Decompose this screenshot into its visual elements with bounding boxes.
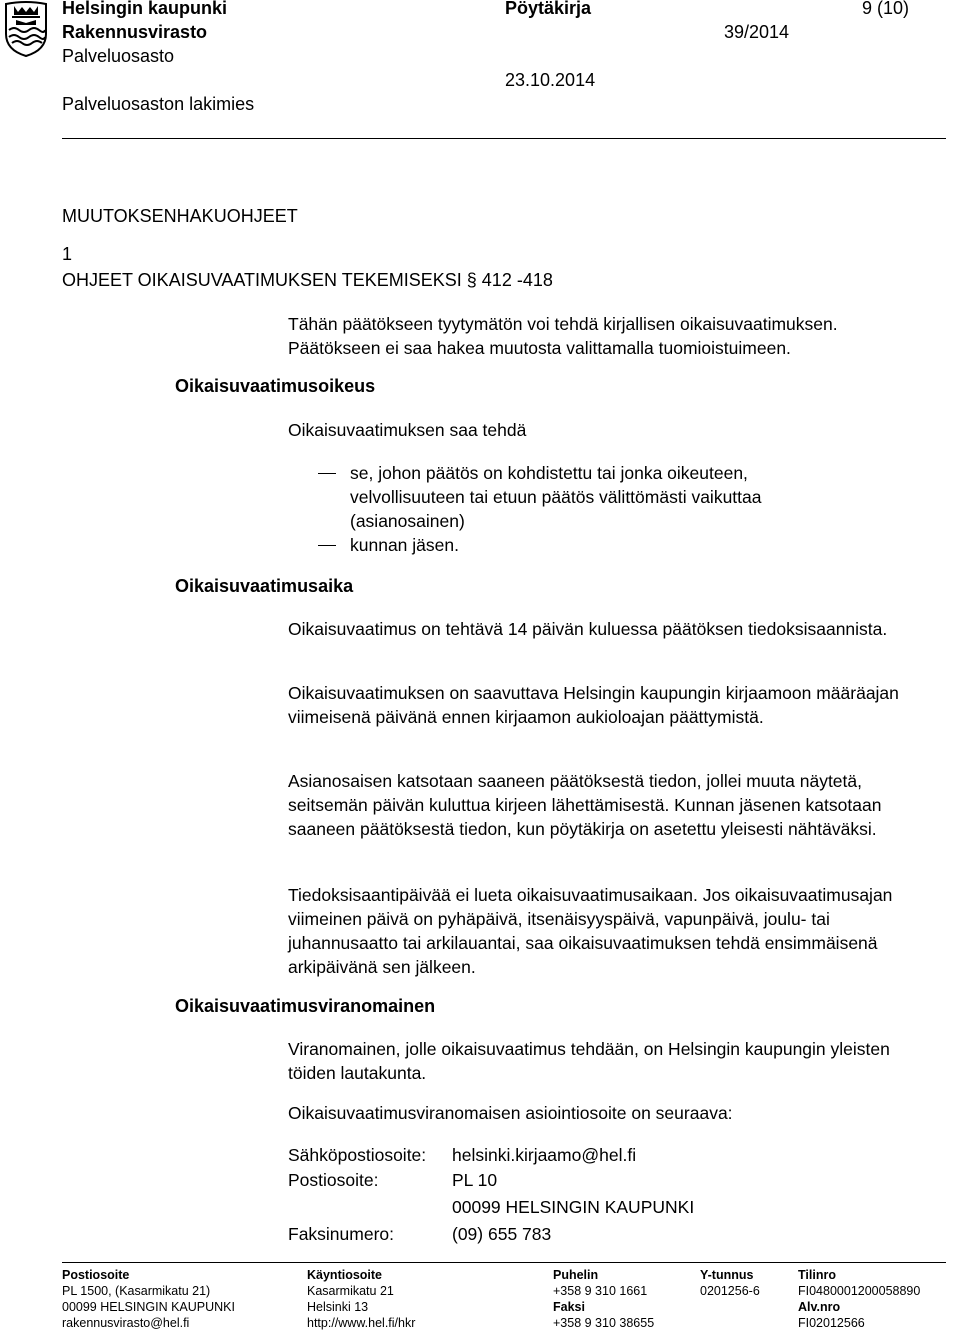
footer-text: FI02012566 <box>798 1316 865 1330</box>
section-number: 1 <box>62 244 73 264</box>
footer-text: Helsinki 13 <box>307 1300 369 1314</box>
footer-heading: Käyntiosoite <box>307 1268 383 1282</box>
footer-text: FI0480001200058890 <box>798 1284 921 1298</box>
helsinki-crest-icon <box>0 0 52 58</box>
official-title: Palveluosaston lakimies <box>62 94 255 114</box>
list-item-party <box>350 461 910 533</box>
fax-number: (09) 655 783 <box>452 1224 552 1244</box>
footer-text: PL 1500, (Kasarmikatu 21) <box>62 1284 211 1298</box>
doc-type: Pöytäkirja <box>505 0 592 18</box>
intro-line-1: Tähän päätökseen tyytymätön voi tehdä kirjallisen oikaisuvaatimuksen. <box>288 314 838 334</box>
footer-text: 00099 HELSINGIN KAUPUNKI <box>62 1300 235 1314</box>
footer-heading: Y-tunnus <box>700 1268 754 1282</box>
list-item-member: kunnan jäsen. <box>350 535 459 555</box>
footer-visit <box>307 1267 415 1331</box>
footer-divider <box>62 1262 946 1263</box>
footer-heading: Postiosoite <box>62 1268 130 1282</box>
page-title: MUUTOKSENHAKUOHJEET <box>62 206 298 226</box>
postal-city: 00099 HELSINGIN KAUPUNKI <box>452 1197 695 1217</box>
footer-account <box>798 1267 920 1331</box>
right-lead: Oikaisuvaatimuksen saa tehdä <box>288 420 527 440</box>
footer-heading: Tilinro <box>798 1268 836 1282</box>
footer-text: Kasarmikatu 21 <box>307 1284 394 1298</box>
authority-paragraph-2: Oikaisuvaatimusviranomaisen asiointiosoite on seuraava: <box>288 1103 733 1123</box>
list-item-line: velvollisuuteen tai etuun päätös välittömästi vaikuttaa <box>350 487 762 507</box>
label-appeal-time: Oikaisuvaatimusaika <box>175 576 354 596</box>
footer-heading: Alv.nro <box>798 1300 841 1314</box>
email-label: Sähköpostiosoite: <box>288 1145 427 1165</box>
footer-heading: Puhelin <box>553 1268 599 1282</box>
section-reference: § 412 -418 <box>466 270 553 290</box>
header-divider <box>62 138 946 139</box>
fax-label: Faksinumero: <box>288 1224 395 1244</box>
footer-text: +358 9 310 1661 <box>553 1284 648 1298</box>
footer-phone <box>553 1267 654 1331</box>
footer-text: 0201256-6 <box>700 1284 760 1298</box>
list-dash <box>318 473 336 474</box>
list-item-line: (asianosainen) <box>350 511 465 531</box>
time-paragraph-1: Oikaisuvaatimus on tehtävä 14 päivän kuluessa päätöksen tiedoksisaannista. <box>288 619 888 639</box>
postal-label: Postiosoite: <box>288 1170 379 1190</box>
doc-number: 39/2014 <box>724 22 790 42</box>
subunit-name: Palveluosasto <box>62 46 175 66</box>
footer-text: +358 9 310 38655 <box>553 1316 655 1330</box>
time-paragraph-3: Asianosaisen katsotaan saaneen päätöksestä tiedon, jollei muuta näytetä, seitsemän päivän kuluttua kirjeen lähettämisestä. Kunnan jäsenen katsotaan saaneen päätöksestä tiedon, kun pöytäkirja on asetettu yleisesti nähtäväksi. <box>288 771 882 839</box>
unit-name: Rakennusvirasto <box>62 22 208 42</box>
postal-box: PL 10 <box>452 1170 498 1190</box>
section-heading <box>62 270 553 291</box>
footer-heading: Faksi <box>553 1300 585 1314</box>
label-appeal-authority: Oikaisuvaatimusviranomainen <box>175 996 436 1016</box>
footer-email[interactable]: rakennusvirasto@hel.fi <box>62 1316 190 1330</box>
org-name: Helsingin kaupunki <box>62 0 228 18</box>
footer-link[interactable]: http://www.hel.fi/hkr <box>307 1316 416 1330</box>
authority-paragraph-1: Viranomainen, jolle oikaisuvaatimus tehdään, on Helsingin kaupungin yleisten töiden lautakunta. <box>288 1039 890 1083</box>
doc-date: 23.10.2014 <box>505 70 596 90</box>
intro-line-2: Päätökseen ei saa hakea muutosta valittamalla tuomioistuimeen. <box>288 338 791 358</box>
page-number: 9 (10) <box>862 0 910 18</box>
email-address[interactable]: helsinki.kirjaamo@hel.fi <box>452 1145 637 1165</box>
label-right-to-appeal: Oikaisuvaatimusoikeus <box>175 376 376 396</box>
footer-business-id <box>700 1267 760 1299</box>
time-paragraph-4: Tiedoksisaantipäivää ei lueta oikaisuvaatimusaikaan. Jos oikaisuvaatimusajan viimeinen päivä on pyhäpäivä, itsenäisyyspäivä, vapunpäivä, joulu- tai juhannusaatto tai arkilauantai, saa oikaisuvaatimuksen tehdä ensimmäisenä arkipäivänä sen jälkeen. <box>288 885 893 977</box>
list-dash <box>318 545 336 546</box>
footer-postal <box>62 1267 235 1331</box>
list-item-line: se, johon päätös on kohdistettu tai jonka oikeuteen, <box>350 463 748 483</box>
time-paragraph-2: Oikaisuvaatimuksen on saavuttava Helsingin kaupungin kirjaamoon määräajan viimeisenä päivänä ennen kirjaamon aukioloajan päättymistä. <box>288 683 899 727</box>
section-heading-text: OHJEET OIKAISUVAATIMUKSEN TEKEMISEKSI <box>62 270 462 290</box>
